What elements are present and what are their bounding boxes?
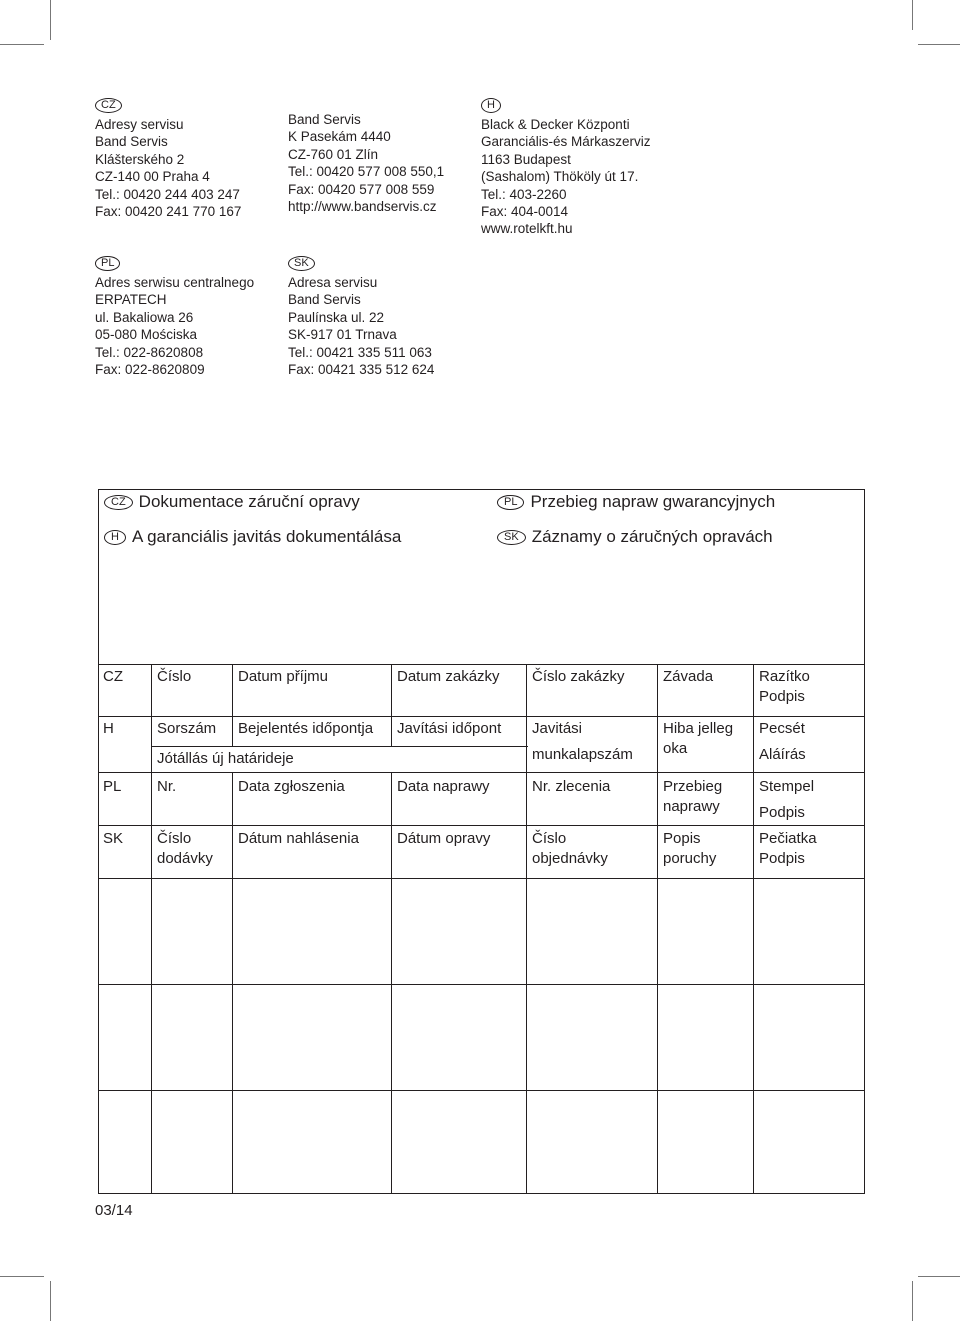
country-badge-h: H [104, 530, 126, 545]
row-lang-h: H [103, 720, 114, 737]
col-number: Nr. [157, 778, 177, 795]
col-order-number: Nr. zlecenia [532, 778, 611, 795]
website-link[interactable]: http://www.bandservis.cz [288, 199, 437, 215]
empty-entry-row[interactable] [99, 985, 864, 1090]
col-order-number: objednávky [532, 850, 608, 867]
address-line: Fax: 00420 241 770 167 [95, 204, 242, 220]
country-badge-sk: SK [288, 256, 315, 271]
heading-h [104, 527, 401, 547]
address-line: Fax: 00421 335 512 624 [288, 362, 435, 378]
col-signature: Podpis [759, 688, 805, 705]
col-order-number: Číslo zakázky [532, 668, 625, 685]
col-repair-date: Dátum opravy [397, 830, 491, 847]
country-badge-sk: SK [497, 530, 526, 545]
col-signature: Podpis [759, 804, 805, 821]
col-signature: Aláírás [759, 746, 806, 763]
address-line: Tel.: 00420 577 008 550,1 [288, 164, 445, 180]
heading-text: Záznamy o záručných opravách [531, 527, 773, 546]
address-line: Band Servis [288, 292, 361, 308]
table-rule [391, 664, 392, 746]
address-h [481, 95, 651, 238]
col-fault: Hiba jelleg [663, 720, 734, 737]
crop-mark [912, 1281, 913, 1321]
crop-mark [50, 0, 51, 40]
col-order-number: Číslo [532, 830, 567, 847]
heading-text: Przebieg napraw gwarancyjnych [530, 492, 776, 511]
col-fault: Závada [663, 668, 714, 685]
crop-mark [0, 1276, 44, 1277]
address-cz-zlin [288, 111, 444, 215]
address-line: Tel.: 00420 244 403 247 [95, 186, 240, 202]
address-line: Adresy servisu [95, 117, 184, 132]
address-line: Black & Decker Központi [481, 117, 630, 132]
col-received-date: Datum příjmu [238, 668, 329, 685]
col-order-number: munkalapszám [532, 746, 633, 763]
address-line: Tel.: 403-2260 [481, 186, 567, 202]
col-fault: naprawy [663, 798, 720, 815]
heading-text: Dokumentace záruční opravy [138, 492, 360, 511]
crop-mark [50, 1281, 51, 1321]
row-lang-pl: PL [103, 778, 122, 795]
crop-mark [918, 1276, 960, 1277]
col-repair-date: Javítási időpont [397, 720, 502, 737]
address-line: Fax: 404-0014 [481, 204, 569, 220]
col-fault: Przebieg [663, 778, 723, 795]
col-stamp: Pečiatka [759, 830, 817, 847]
address-line: ERPATECH [95, 292, 167, 308]
col-received-date: Dátum nahlásenia [238, 830, 359, 847]
table-rule [99, 664, 864, 665]
address-line: SK-917 01 Trnava [288, 327, 397, 343]
col-stamp: Razítko [759, 668, 810, 685]
address-line: Band Servis [288, 112, 361, 127]
row-lang-sk: SK [103, 830, 124, 847]
col-received-date: Data zgłoszenia [238, 778, 345, 795]
page-number: 03/14 [95, 1202, 133, 1219]
address-line: (Sashalom) Thököly út 17. [481, 169, 639, 185]
address-line: Paulínska ul. 22 [288, 309, 385, 325]
col-received-date: Bejelentés időpontja [238, 720, 374, 737]
col-fault: oka [663, 740, 688, 757]
heading-pl [497, 492, 775, 512]
col-number: dodávky [157, 850, 213, 867]
address-line: CZ-140 00 Praha 4 [95, 169, 210, 185]
address-line: Fax: 00420 577 008 559 [288, 181, 435, 197]
warranty-record-form [98, 489, 865, 1194]
col-repair-date: Data naprawy [397, 778, 490, 795]
address-line: Klášterského 2 [95, 151, 185, 167]
table-rule [99, 772, 864, 773]
website-link[interactable]: www.rotelkft.hu [481, 221, 573, 237]
row-lang-cz: CZ [103, 668, 123, 685]
address-line: Adres serwisu centralnego [95, 275, 255, 290]
table-rule [99, 825, 864, 826]
col-number: Číslo [157, 830, 192, 847]
country-badge-h: H [481, 98, 501, 113]
col-fault: Popis [663, 830, 701, 847]
address-line: 05-080 Mościska [95, 327, 198, 343]
col-stamp: Pecsét [759, 720, 805, 737]
col-number: Číslo [157, 668, 192, 685]
address-line: Band Servis [95, 134, 168, 150]
address-sk [288, 253, 434, 378]
address-cz-praha [95, 95, 241, 220]
address-line: Adresa servisu [288, 275, 378, 290]
address-line: Tel.: 022-8620808 [95, 344, 204, 360]
country-badge-cz: CZ [95, 98, 122, 113]
country-badge-cz: CZ [104, 495, 133, 510]
country-badge-pl: PL [497, 495, 524, 510]
heading-cz [104, 492, 360, 512]
table-rule [232, 664, 233, 746]
address-line: Fax: 022-8620809 [95, 362, 205, 378]
crop-mark [912, 0, 913, 30]
heading-text: A garanciális javitás dokumentálása [131, 527, 402, 546]
empty-entry-row[interactable] [99, 879, 864, 984]
col-number: Sorszám [157, 720, 217, 737]
table-rule [99, 716, 864, 717]
col-stamp: Stempel [759, 778, 815, 795]
col-signature: Podpis [759, 850, 805, 867]
col-repair-date: Datum zakázky [397, 668, 500, 685]
crop-mark [0, 44, 44, 45]
table-rule [151, 746, 528, 747]
country-badge-pl: PL [95, 256, 120, 271]
address-line: CZ-760 01 Zlín [288, 146, 379, 162]
address-line: K Pasekám 4440 [288, 129, 391, 145]
col-new-deadline: Jótállás új határideje [157, 750, 294, 767]
crop-mark [918, 44, 960, 45]
address-pl [95, 253, 254, 378]
col-order-number: Javitási [532, 720, 583, 737]
empty-entry-row[interactable] [99, 1091, 864, 1193]
heading-sk [497, 527, 773, 547]
address-line: Garanciális-és Márkaszerviz [481, 134, 651, 150]
address-line: ul. Bakaliowa 26 [95, 309, 194, 325]
col-fault: poruchy [663, 850, 717, 867]
address-line: Tel.: 00421 335 511 063 [288, 344, 432, 360]
address-line: 1163 Budapest [481, 151, 571, 167]
